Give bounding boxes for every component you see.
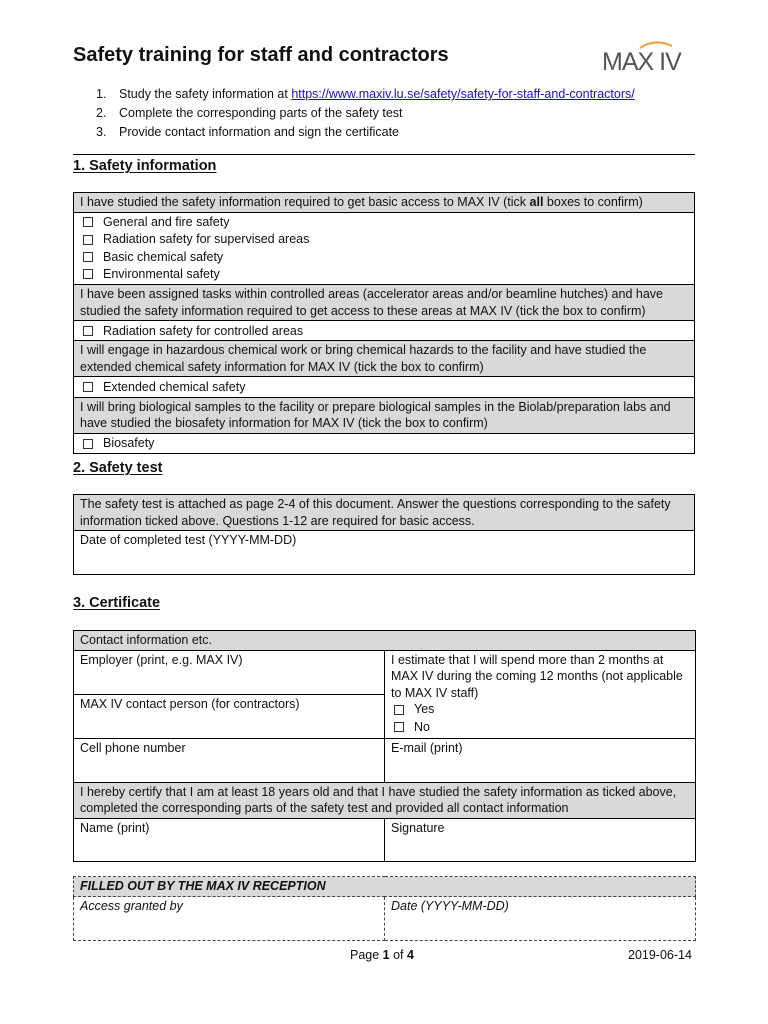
name-field[interactable]: Name (print) bbox=[74, 818, 385, 861]
safety-test-table bbox=[73, 494, 695, 575]
certificate-table bbox=[73, 630, 696, 862]
checkbox-biosafety[interactable] bbox=[83, 439, 93, 449]
test-date-label: Date of completed test (YYYY-MM-DD) bbox=[80, 533, 297, 547]
section-heading-certificate: 3. Certificate bbox=[73, 595, 161, 611]
controlled-areas-item: Radiation safety for controlled areas bbox=[74, 321, 695, 341]
section-heading-safety-test: 2. Safety test bbox=[73, 460, 163, 476]
page-title: Safety training for staff and contractors bbox=[73, 44, 449, 66]
reception-header: FILLED OUT BY THE MAX IV RECEPTION bbox=[74, 877, 696, 897]
chemical-header: I will engage in hazardous chemical work or bring chemical hazards to the facility and have studied the extended chemical safety information for MAX IV (tick the box to confirm) bbox=[74, 341, 695, 377]
basic-access-items: General and fire safety Radiation safety for supervised areas Basic chemical safety Environmental safety bbox=[74, 212, 695, 285]
biosafety-item: Biosafety bbox=[74, 433, 695, 453]
biosafety-header: I will bring biological samples to the facility or prepare biological samples in the Biolab/preparation labs and have studied the biosafety information for MAX IV (tick the box to confirm) bbox=[74, 397, 695, 433]
reception-date-field[interactable]: Date (YYYY-MM-DD) bbox=[385, 897, 696, 941]
checkbox-yes[interactable] bbox=[394, 705, 404, 715]
safety-info-link[interactable]: https://www.maxiv.lu.se/safety/safety-for-staff-and-contractors/ bbox=[291, 87, 635, 101]
checkbox-basic-chemical[interactable] bbox=[83, 252, 93, 262]
page-number: Page 1 of 4 bbox=[350, 948, 414, 962]
email-field[interactable]: E-mail (print) bbox=[385, 738, 696, 782]
divider bbox=[73, 154, 695, 155]
estimate-text: I estimate that I will spend more than 2 months at MAX IV during the coming 12 months (not applicable to MAX IV staff) bbox=[391, 652, 683, 700]
certify-statement: I hereby certify that I am at least 18 years old and that I have studied the safety information as ticked above, completed the corresponding parts of the safety test and provided all contact information bbox=[74, 782, 696, 818]
instruction-step: 2. Complete the corresponding parts of the safety test bbox=[96, 106, 403, 120]
max-iv-logo bbox=[600, 40, 698, 76]
checkbox-extended-chemical[interactable] bbox=[83, 382, 93, 392]
checkbox-general-fire-safety[interactable] bbox=[83, 217, 93, 227]
section-heading-safety-information: 1. Safety information bbox=[73, 158, 217, 174]
test-date-field[interactable] bbox=[74, 531, 695, 575]
instruction-step: 1. Study the safety information at https://www.maxiv.lu.se/safety/safety-for-staff-and-contractors/ bbox=[96, 87, 635, 101]
checkbox-radiation-controlled[interactable] bbox=[83, 326, 93, 336]
safety-information-table bbox=[73, 192, 695, 454]
document-date: 2019-06-14 bbox=[628, 948, 692, 962]
basic-access-header: I have studied the safety information required to get basic access to MAX IV (tick all boxes to confirm) bbox=[74, 193, 695, 213]
access-granted-field[interactable]: Access granted by bbox=[74, 897, 385, 941]
reception-table bbox=[73, 876, 696, 941]
phone-field[interactable]: Cell phone number bbox=[74, 738, 385, 782]
logo-text: MAX IV bbox=[602, 48, 681, 76]
contact-person-field[interactable]: MAX IV contact person (for contractors) bbox=[74, 694, 385, 738]
estimate-cell: I estimate that I will spend more than 2 months at MAX IV during the coming 12 months (not applicable to MAX IV staff) Yes No bbox=[385, 650, 696, 738]
instruction-step: 3. Provide contact information and sign the certificate bbox=[96, 125, 400, 139]
contact-info-header: Contact information etc. bbox=[74, 631, 696, 651]
chemical-item: Extended chemical safety bbox=[74, 377, 695, 397]
employer-field[interactable]: Employer (print, e.g. MAX IV) bbox=[74, 650, 385, 694]
instruction-list bbox=[96, 85, 635, 142]
controlled-areas-header: I have been assigned tasks within controlled areas (accelerator areas and/or beamline hutches) and have studied the safety information required to get access to these areas at MAX IV (tick the box to confirm) bbox=[74, 285, 695, 321]
checkbox-no[interactable] bbox=[394, 722, 404, 732]
checkbox-radiation-supervised[interactable] bbox=[83, 235, 93, 245]
signature-field[interactable]: Signature bbox=[385, 818, 696, 861]
checkbox-environmental[interactable] bbox=[83, 269, 93, 279]
safety-test-info: The safety test is attached as page 2-4 of this document. Answer the questions corresponding to the safety information ticked above. Questions 1-12 are required for basic access. bbox=[74, 495, 695, 531]
